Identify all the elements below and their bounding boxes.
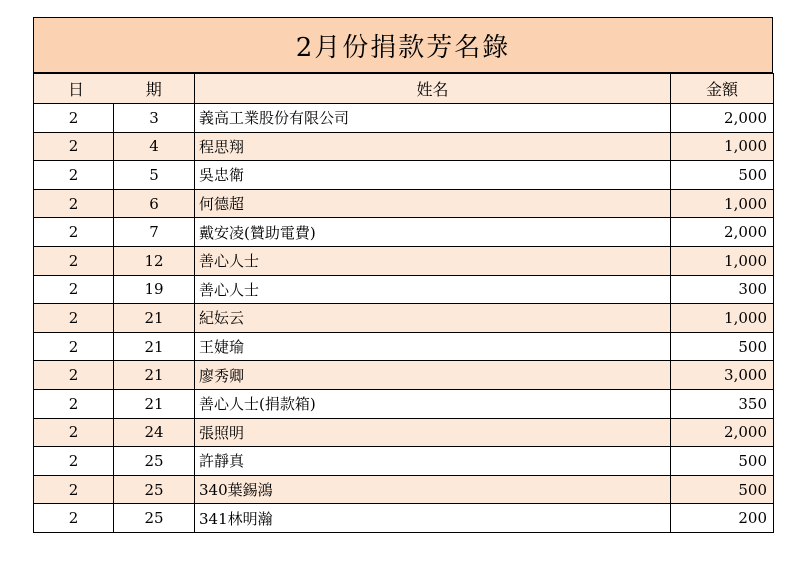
name-cell: 341林明瀚 [195, 504, 671, 533]
name-cell: 善心人士 [195, 275, 671, 304]
sheet-title: 2月份捐款芳名錄 [33, 17, 773, 73]
month-cell: 2 [34, 218, 114, 247]
month-cell: 2 [34, 504, 114, 533]
name-cell: 戴安凌(贊助電費) [195, 218, 671, 247]
amount-cell: 3,000 [671, 361, 774, 390]
table-row [34, 475, 774, 504]
day-cell: 21 [114, 304, 195, 333]
day-cell: 21 [114, 332, 195, 361]
day-cell: 5 [114, 161, 195, 190]
name-cell: 義高工業股份有限公司 [195, 104, 671, 133]
day-cell: 19 [114, 275, 195, 304]
day-cell: 4 [114, 132, 195, 161]
month-cell: 2 [34, 418, 114, 447]
donation-table [33, 73, 774, 533]
table-row [34, 132, 774, 161]
month-cell: 2 [34, 132, 114, 161]
name-cell: 紀妘云 [195, 304, 671, 333]
amount-cell: 200 [671, 504, 774, 533]
amount-cell: 300 [671, 275, 774, 304]
name-cell: 廖秀卿 [195, 361, 671, 390]
amount-cell: 2,000 [671, 104, 774, 133]
table-row [34, 332, 774, 361]
amount-cell: 500 [671, 161, 774, 190]
day-cell: 25 [114, 475, 195, 504]
name-cell: 許靜真 [195, 447, 671, 476]
table-row [34, 218, 774, 247]
table-row [34, 361, 774, 390]
name-cell: 善心人士 [195, 246, 671, 275]
name-cell: 程思翔 [195, 132, 671, 161]
day-cell: 12 [114, 246, 195, 275]
table-row [34, 447, 774, 476]
day-cell: 7 [114, 218, 195, 247]
header-day: 日 [34, 74, 114, 104]
amount-cell: 2,000 [671, 218, 774, 247]
name-cell: 吳忠衛 [195, 161, 671, 190]
amount-cell: 1,000 [671, 132, 774, 161]
name-cell: 王婕瑜 [195, 332, 671, 361]
amount-cell: 500 [671, 332, 774, 361]
name-cell: 340葉錫鴻 [195, 475, 671, 504]
amount-cell: 1,000 [671, 246, 774, 275]
month-cell: 2 [34, 246, 114, 275]
month-cell: 2 [34, 447, 114, 476]
table-row [34, 304, 774, 333]
month-cell: 2 [34, 189, 114, 218]
day-cell: 21 [114, 361, 195, 390]
amount-cell: 500 [671, 447, 774, 476]
amount-cell: 1,000 [671, 304, 774, 333]
table-row [34, 389, 774, 418]
day-cell: 3 [114, 104, 195, 133]
header-row [34, 74, 774, 104]
month-cell: 2 [34, 104, 114, 133]
amount-cell: 500 [671, 475, 774, 504]
month-cell: 2 [34, 275, 114, 304]
donation-sheet [33, 17, 773, 533]
day-cell: 25 [114, 447, 195, 476]
name-cell: 張照明 [195, 418, 671, 447]
amount-cell: 1,000 [671, 189, 774, 218]
month-cell: 2 [34, 475, 114, 504]
table-row [34, 418, 774, 447]
day-cell: 21 [114, 389, 195, 418]
month-cell: 2 [34, 361, 114, 390]
table-row [34, 161, 774, 190]
amount-cell: 350 [671, 389, 774, 418]
day-cell: 6 [114, 189, 195, 218]
header-name: 姓名 [195, 74, 671, 104]
day-cell: 24 [114, 418, 195, 447]
header-period: 期 [114, 74, 195, 104]
table-row [34, 104, 774, 133]
table-row [34, 246, 774, 275]
table-row [34, 275, 774, 304]
table-body [34, 104, 774, 533]
month-cell: 2 [34, 332, 114, 361]
header-amount: 金額 [671, 74, 774, 104]
month-cell: 2 [34, 389, 114, 418]
day-cell: 25 [114, 504, 195, 533]
amount-cell: 2,000 [671, 418, 774, 447]
name-cell: 何德超 [195, 189, 671, 218]
month-cell: 2 [34, 161, 114, 190]
month-cell: 2 [34, 304, 114, 333]
name-cell: 善心人士(捐款箱) [195, 389, 671, 418]
table-row [34, 189, 774, 218]
table-row [34, 504, 774, 533]
